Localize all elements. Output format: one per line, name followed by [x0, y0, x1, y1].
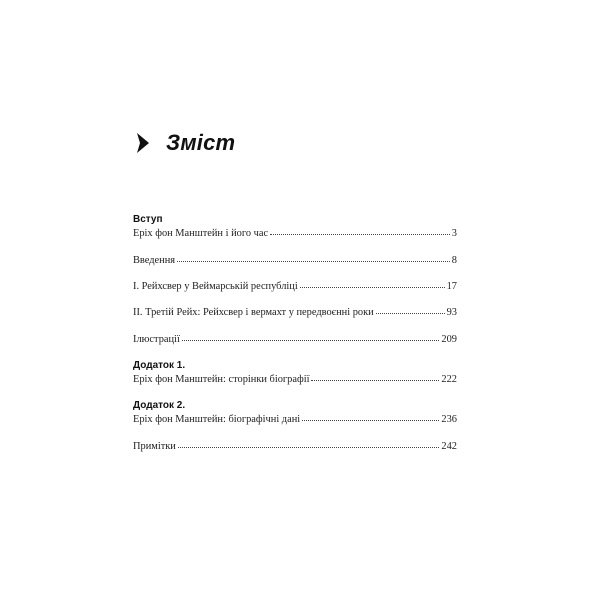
- toc-entry-label: Еріх фон Манштейн: сторінки біографії: [133, 374, 310, 385]
- dot-leader: [178, 439, 440, 449]
- toc-entry-chapter-2[interactable]: [133, 305, 457, 319]
- section-heading-dodatok-2: Додаток 2.: [133, 400, 186, 411]
- toc-page-number: 93: [446, 307, 457, 318]
- dot-leader: [302, 412, 439, 422]
- toc-entry-label: Еріх фон Манштейн: біографічні дані: [133, 414, 301, 425]
- toc-page-number: 17: [446, 281, 457, 292]
- toc-page-number: 3: [451, 228, 457, 239]
- section-heading-dodatok-1: Додаток 1.: [133, 360, 186, 371]
- dot-leader: [376, 305, 445, 315]
- dot-leader: [177, 253, 450, 263]
- dot-leader: [270, 226, 450, 236]
- toc-entry-notes[interactable]: [133, 439, 457, 453]
- toc-entry-vstup[interactable]: [133, 226, 457, 240]
- dot-leader: [182, 332, 440, 342]
- toc-page-number: 8: [451, 255, 457, 266]
- toc-entry-illustrations[interactable]: [133, 332, 457, 346]
- toc-entry-dodatok-1[interactable]: [133, 372, 457, 386]
- toc-entry-label: ІІ. Третій Рейх: Рейхсвер і вермахт у передвоєнні роки: [133, 307, 374, 318]
- toc-page-number: 222: [441, 374, 457, 385]
- toc-entry-label: І. Рейхсвер у Веймарській республіці: [133, 281, 298, 292]
- dot-leader: [300, 279, 445, 289]
- toc-page-number: 236: [441, 414, 457, 425]
- toc-entry-label: Еріх фон Манштейн і його час: [133, 228, 269, 239]
- toc-page-number: 209: [441, 334, 457, 345]
- dot-leader: [311, 372, 439, 382]
- toc-entry-chapter-1[interactable]: [133, 279, 457, 293]
- toc-entry-vvedennia[interactable]: [133, 253, 457, 267]
- toc-entry-label: Примітки: [133, 441, 176, 452]
- chevron-right-icon: [136, 132, 150, 154]
- toc-entry-label: Введення: [133, 255, 176, 266]
- page-title: Зміст: [166, 130, 236, 155]
- toc-entry-dodatok-2[interactable]: [133, 412, 457, 426]
- toc-title-row: [136, 130, 235, 156]
- toc-entry-label: Ілюстрації: [133, 334, 180, 345]
- section-heading-vstup: Вступ: [133, 214, 163, 225]
- toc-page-number: 242: [441, 441, 457, 452]
- table-of-contents: [133, 213, 457, 453]
